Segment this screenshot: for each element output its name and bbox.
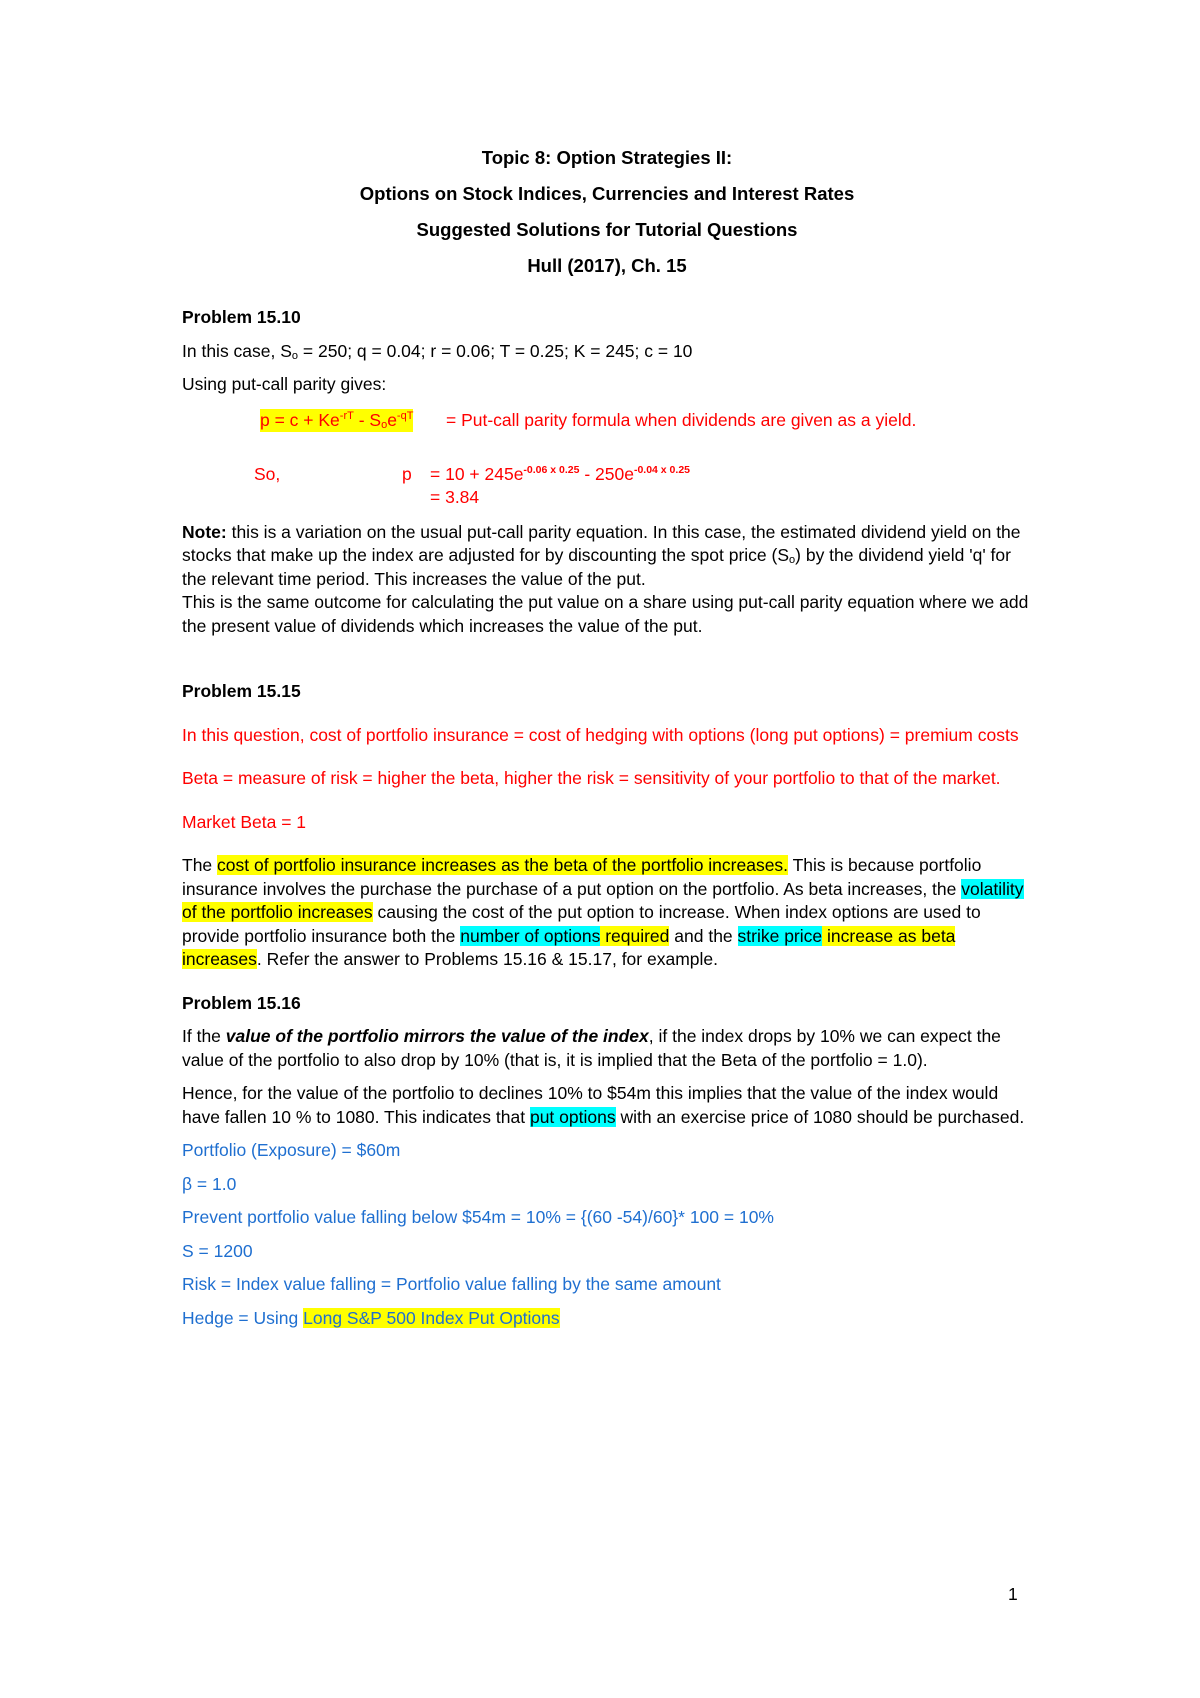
page-number: 1 <box>1008 1584 1018 1604</box>
problem-15-10-heading: Problem 15.10 <box>182 307 301 327</box>
subscript-o: o <box>291 349 299 362</box>
highlight-long-put-options: Long S&P 500 Index Put Options <box>303 1307 560 1328</box>
note-label: Note: <box>182 521 227 542</box>
highlight-strike-price: strike price <box>737 925 823 946</box>
highlight-number-of-options: number of options <box>460 925 601 946</box>
title-line-4: Hull (2017), Ch. 15 <box>527 255 687 276</box>
put-call-parity-formula <box>182 409 1032 435</box>
note-subscript-o: o <box>789 554 796 566</box>
so-exponent-1: -0.06 x 0.25 <box>523 463 580 476</box>
so-result: = 3.84 <box>430 486 480 507</box>
formula-sub-o: o <box>381 418 388 431</box>
mirror-emphasis: value of the portfolio mirrors the value of the index <box>225 1026 649 1046</box>
formula-sup-rt: -rT <box>339 409 354 422</box>
highlight-cost-increases: cost of portfolio insurance increases as the beta of the portfolio increases. <box>217 855 789 875</box>
given-values <box>182 340 1032 364</box>
note-paragraph <box>182 521 1032 592</box>
document-title <box>182 146 1032 278</box>
exercise-price-paragraph <box>182 1082 1032 1129</box>
prevent-falling: Prevent portfolio value falling below $54m = 10% = {(60 -54)/60}* 100 = 10% <box>182 1207 774 1227</box>
market-beta: Market Beta = 1 <box>182 811 307 832</box>
exercise-text-1: Hence, for the value of the portfolio to declines 10% to $54m this implies that the value of the index would have fallen 10 % to 1080. This indicates that <box>182 1083 999 1127</box>
so-exponent-2: -0.04 x 0.25 <box>633 463 690 476</box>
highlight-portfolio-increases: of the portfolio increases <box>182 902 373 922</box>
mirror-text-2: , if the index drops by 10% we can expect the value of the portfolio to also drop by 10% (that is, it is implied that the Beta of the portfolio = 1.0). <box>182 1026 1001 1070</box>
beta-definition: Beta = measure of risk = higher the beta, higher the risk = sensitivity of your portfolio to that of the market. <box>182 768 1001 788</box>
given-values-suffix: = 250; q = 0.04; r = 0.06; T = 0.25; K = 245; c = 10 <box>298 340 693 361</box>
answer-text-2: This is because portfolio insurance involves the purchase the purchase of a put option on the portfolio. As beta increases, the <box>182 855 982 899</box>
note-text-2: ) by the dividend yield 'q' for the relevant time period. This increases the value of the put. <box>182 545 1011 589</box>
answer-text-5: . Refer the answer to Problems 15.16 & 15.17, for example. <box>256 949 718 969</box>
using-put-call-parity: Using put-call parity gives: <box>182 374 387 394</box>
beta-value: β = 1.0 <box>182 1173 237 1194</box>
given-values-prefix: In this case, S <box>182 340 292 361</box>
so-equation <box>430 463 690 487</box>
title-line-2: Options on Stock Indices, Currencies and Interest Rates <box>359 183 855 204</box>
highlight-increase-as-beta: increase as beta increases <box>182 925 956 969</box>
index-mirror-paragraph <box>182 1025 1032 1072</box>
portfolio-insurance-definition: In this question, cost of portfolio insurance = cost of hedging with options (long put options) = premium costs <box>182 724 1019 745</box>
exercise-text-2: with an exercise price of 1080 should be purchased. <box>615 1106 1025 1127</box>
highlight-volatility: volatility <box>961 878 1024 899</box>
title-line-3: Suggested Solutions for Tutorial Questions <box>416 219 798 240</box>
so-eq-part-a: = 10 + 245e <box>430 463 524 484</box>
answer-text-4: and the <box>669 925 738 946</box>
title-line-1: Topic 8: Option Strategies II: <box>481 147 733 168</box>
problem-15-15-heading: Problem 15.15 <box>182 681 301 701</box>
answer-text-1: The <box>182 855 218 875</box>
formula-sup-qt: -qT <box>396 409 414 422</box>
problem-15-16-heading: Problem 15.16 <box>182 992 301 1013</box>
document-body <box>182 146 1032 1330</box>
formula-description: = Put-call parity formula when dividends are given as a yield. <box>446 409 917 430</box>
portfolio-exposure: Portfolio (Exposure) = $60m <box>182 1140 401 1160</box>
answer-text-3: causing the cost of the put option to increase. When index options are used to provide portfolio insurance both the <box>182 902 981 946</box>
note-paragraph-2: This is the same outcome for calculating the put value on a share using put-call parity equation where we add the present value of dividends which increases the value of the put. <box>182 592 1029 636</box>
formula-highlight <box>260 409 413 433</box>
so-eq-part-b: - 250e <box>579 463 634 484</box>
hedge-statement <box>182 1307 1032 1331</box>
formula-part-c: e <box>387 409 397 430</box>
highlight-required: required <box>600 925 670 946</box>
risk-statement: Risk = Index value falling = Portfolio value falling by the same amount <box>182 1274 721 1294</box>
put-value-calculation <box>182 463 1032 509</box>
note-text: this is a variation on the usual put-call parity equation. In this case, the estimated dividend yield on the stocks that make up the index are adjusted for by discounting the spot price (S <box>182 521 1021 565</box>
formula-part-a: p = c + Ke <box>260 409 340 430</box>
mirror-text-1: If the <box>182 1026 226 1046</box>
so-label: So, <box>254 463 281 484</box>
so-p: p <box>402 463 412 484</box>
spot-value: S = 1200 <box>182 1240 253 1261</box>
highlight-put-options: put options <box>529 1106 616 1127</box>
hedge-prefix: Hedge = Using <box>182 1307 304 1328</box>
formula-part-b: - S <box>353 409 382 430</box>
answer-paragraph <box>182 854 1032 972</box>
